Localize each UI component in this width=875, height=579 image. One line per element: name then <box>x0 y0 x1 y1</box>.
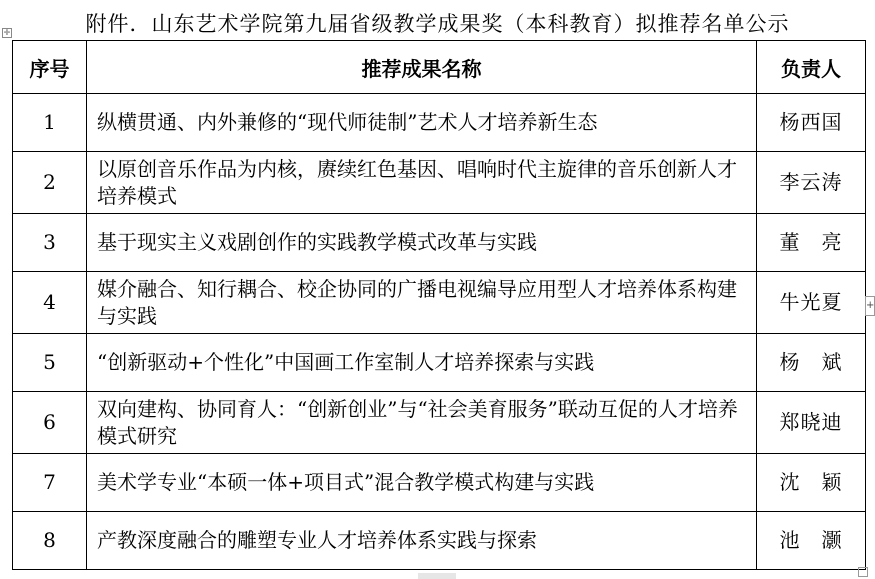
table-resize-handle[interactable] <box>858 567 868 577</box>
row-no-cell[interactable]: 4 <box>13 272 87 334</box>
document-title: 附件．山东艺术学院第九届省级教学成果奖（本科教育）拟推荐名单公示 <box>85 12 790 36</box>
row-name-cell[interactable]: 以原创音乐作品为内核，赓续红色基因、唱响时代主旋律的音乐创新人才培养模式 <box>87 152 757 214</box>
row-no-cell[interactable]: 3 <box>13 214 87 272</box>
row-no-cell[interactable]: 8 <box>13 512 87 570</box>
table-row <box>13 392 866 454</box>
row-person-cell[interactable]: 郑晓迪 <box>757 392 866 454</box>
row-person-cell[interactable]: 牛光夏 <box>757 272 866 334</box>
row-name-cell[interactable]: 产教深度融合的雕塑专业人才培养体系实践与探索 <box>87 512 757 570</box>
row-person-cell[interactable]: 董 亮 <box>757 214 866 272</box>
row-person-cell[interactable]: 杨 斌 <box>757 334 866 392</box>
header-no: 序号 <box>13 41 87 94</box>
table-row <box>13 454 866 512</box>
plus-icon[interactable]: + <box>865 296 875 316</box>
row-name-cell[interactable]: “创新驱动+个性化”中国画工作室制人才培养探索与实践 <box>87 334 757 392</box>
row-name-cell[interactable]: 双向建构、协同育人：“创新创业”与“社会美育服务”联动互促的人才培养模式研究 <box>87 392 757 454</box>
table-header-row <box>13 41 866 94</box>
row-person-cell[interactable]: 沈 颖 <box>757 454 866 512</box>
row-no-cell[interactable]: 1 <box>13 94 87 152</box>
table-row <box>13 152 866 214</box>
row-name-cell[interactable]: 美术学专业“本硕一体+项目式”混合教学模式构建与实践 <box>87 454 757 512</box>
table-row <box>13 94 866 152</box>
row-name-cell[interactable]: 媒介融合、知行耦合、校企协同的广播电视编导应用型人才培养体系构建与实践 <box>87 272 757 334</box>
row-person-cell[interactable]: 池 灏 <box>757 512 866 570</box>
table-move-handle-icon[interactable]: ✛ <box>3 28 11 37</box>
header-person: 负责人 <box>757 41 866 94</box>
table-row <box>13 272 866 334</box>
row-no-cell[interactable]: 7 <box>13 454 87 512</box>
row-no-cell[interactable]: 2 <box>13 152 87 214</box>
table-row <box>13 214 866 272</box>
header-name: 推荐成果名称 <box>87 41 757 94</box>
horizontal-scrollbar[interactable] <box>418 573 456 579</box>
row-no-cell[interactable]: 6 <box>13 392 87 454</box>
row-no-cell[interactable]: 5 <box>13 334 87 392</box>
row-name-cell[interactable]: 纵横贯通、内外兼修的“现代师徒制”艺术人才培养新生态 <box>87 94 757 152</box>
recommendation-table <box>12 40 866 570</box>
table-row <box>13 334 866 392</box>
row-name-cell[interactable]: 基于现实主义戏剧创作的实践教学模式改革与实践 <box>87 214 757 272</box>
row-person-cell[interactable]: 李云涛 <box>757 152 866 214</box>
table-row <box>13 512 866 570</box>
row-person-cell[interactable]: 杨西国 <box>757 94 866 152</box>
